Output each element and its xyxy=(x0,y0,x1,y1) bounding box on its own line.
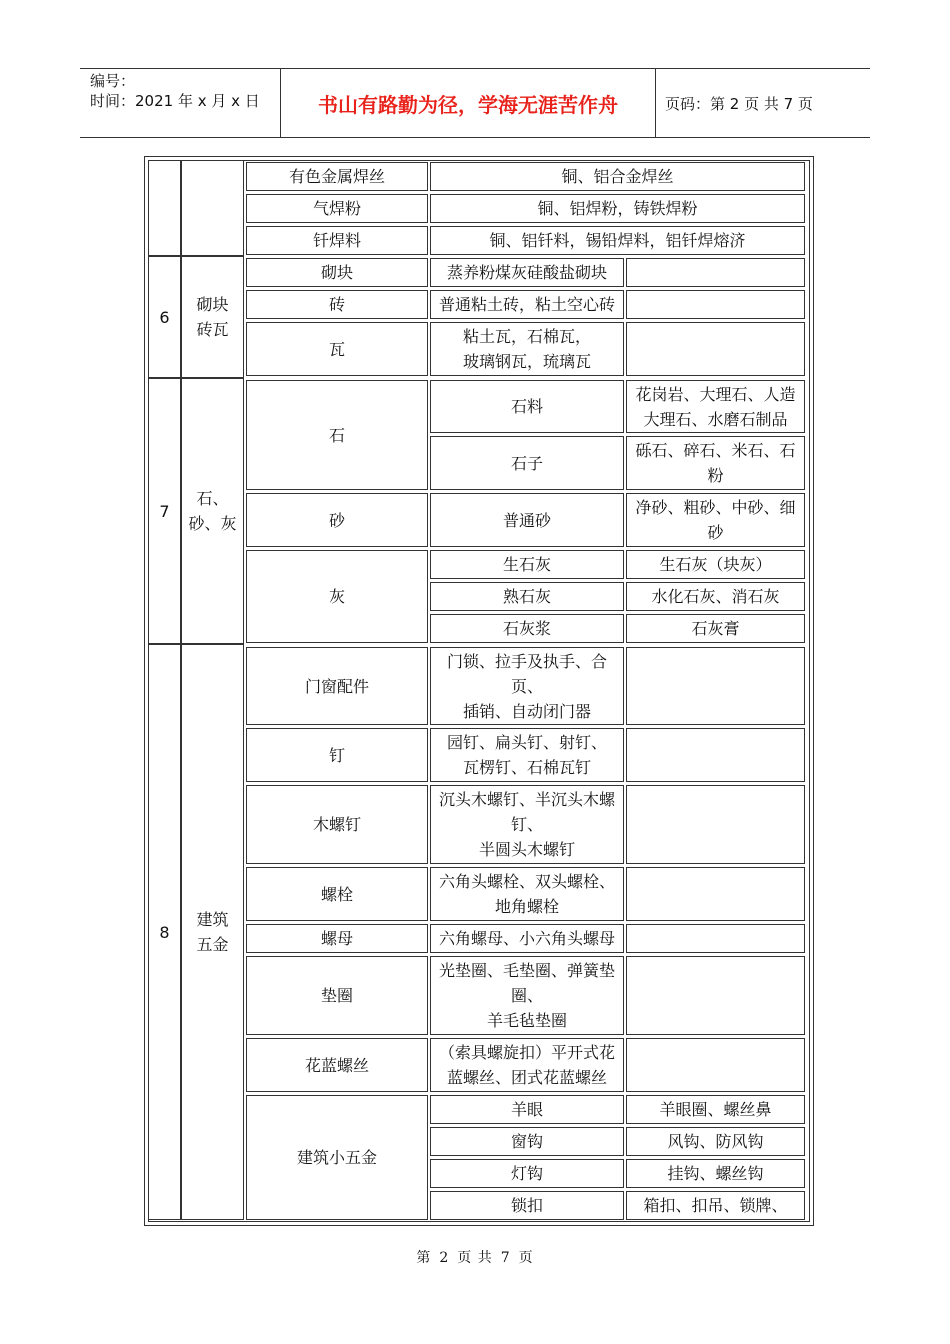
code-label: 编号： xyxy=(90,72,136,90)
item-name: 瓦 xyxy=(246,322,428,376)
footer-page: 2 xyxy=(439,1250,450,1266)
item-desc: （索具螺旋扣）平开式花 蓝螺丝、团式花蓝螺丝 xyxy=(430,1038,624,1092)
page-header xyxy=(80,68,870,138)
sub-name: 熟石灰 xyxy=(430,582,624,611)
item-name: 钎焊料 xyxy=(246,226,428,255)
sub-desc: 砾石、碎石、米石、石 粉 xyxy=(626,436,805,490)
item-desc: 光垫圈、毛垫圈、弹簧垫 圈、 羊毛毡垫圈 xyxy=(430,956,624,1035)
item-name: 灰 xyxy=(246,550,428,643)
sub-desc: 石灰膏 xyxy=(626,614,805,643)
item-extra xyxy=(626,1038,805,1092)
header-divider xyxy=(280,69,281,137)
item-name: 气焊粉 xyxy=(246,194,428,223)
sub-name: 羊眼 xyxy=(430,1095,624,1124)
sub-name: 灯钩 xyxy=(430,1159,624,1188)
sub-name: 窗钩 xyxy=(430,1127,624,1156)
sub-name: 生石灰 xyxy=(430,550,624,579)
item-name: 木螺钉 xyxy=(246,785,428,864)
item-desc: 沉头木螺钉、半沉头木螺 钉、 半圆头木螺钉 xyxy=(430,785,624,864)
item-name: 垫圈 xyxy=(246,956,428,1035)
page-footer xyxy=(0,1247,950,1267)
item-extra xyxy=(626,785,805,864)
item-desc: 蒸养粉煤灰硅酸盐砌块 xyxy=(430,258,624,287)
header-meta xyxy=(90,71,280,111)
footer-total: 7 xyxy=(500,1250,511,1266)
item-name: 砖 xyxy=(246,290,428,319)
item-desc: 六角头螺栓、双头螺栓、 地角螺栓 xyxy=(430,867,624,921)
sub-desc: 挂钩、螺丝钩 xyxy=(626,1159,805,1188)
group-number: 7 xyxy=(148,378,181,644)
item-desc: 粘土瓦，石棉瓦， 玻璃钢瓦，琉璃瓦 xyxy=(430,322,624,376)
group-number: 6 xyxy=(148,256,181,378)
sub-name: 石子 xyxy=(430,436,624,490)
sub-name: 普通砂 xyxy=(430,493,624,547)
item-desc: 铜、铝合金焊丝 xyxy=(430,162,805,191)
sub-desc: 生石灰（块灰） xyxy=(626,550,805,579)
item-extra xyxy=(626,322,805,376)
sub-name: 石料 xyxy=(430,380,624,433)
item-name: 建筑小五金 xyxy=(246,1095,428,1220)
item-name: 钉 xyxy=(246,728,428,782)
sub-desc: 风钩、防风钩 xyxy=(626,1127,805,1156)
sub-name: 锁扣 xyxy=(430,1191,624,1220)
item-desc: 铜、铝焊粉，铸铁焊粉 xyxy=(430,194,805,223)
item-desc: 普通粘土砖，粘土空心砖 xyxy=(430,290,624,319)
header-divider xyxy=(655,69,656,137)
item-name: 石 xyxy=(246,380,428,490)
item-desc: 铜、铝钎料，锡铅焊料，铝钎焊熔济 xyxy=(430,226,805,255)
item-extra xyxy=(626,867,805,921)
item-name: 砂 xyxy=(246,493,428,547)
sub-desc: 水化石灰、消石灰 xyxy=(626,582,805,611)
item-desc: 六角螺母、小六角头螺母 xyxy=(430,924,624,953)
group-category: 石、 砂、灰 xyxy=(181,378,244,644)
sub-desc: 羊眼圈、螺丝鼻 xyxy=(626,1095,805,1124)
item-extra xyxy=(626,924,805,953)
num-cell xyxy=(148,160,181,256)
item-extra xyxy=(626,290,805,319)
item-desc: 门锁、拉手及执手、合 页、 插销、自动闭门器 xyxy=(430,647,624,725)
item-extra xyxy=(626,956,805,1035)
group-number: 8 xyxy=(148,644,181,1220)
sub-name: 石灰浆 xyxy=(430,614,624,643)
footer-mid: 页 共 xyxy=(457,1250,493,1266)
item-extra xyxy=(626,258,805,287)
item-extra xyxy=(626,728,805,782)
sub-desc: 花岗岩、大理石、人造 大理石、水磨石制品 xyxy=(626,380,805,433)
group-category: 建筑 五金 xyxy=(181,644,244,1220)
header-motto: 书山有路勤为径，学海无涯苦作舟 xyxy=(318,92,618,117)
item-name: 螺栓 xyxy=(246,867,428,921)
footer-post: 页 xyxy=(518,1250,534,1266)
header-page-info: 页码：第 2 页 共 7 页 xyxy=(665,94,813,113)
item-extra xyxy=(626,647,805,725)
item-name: 花蓝螺丝 xyxy=(246,1038,428,1092)
item-name: 螺母 xyxy=(246,924,428,953)
footer-pre: 第 xyxy=(416,1250,432,1266)
item-name: 有色金属焊丝 xyxy=(246,162,428,191)
item-name: 门窗配件 xyxy=(246,647,428,725)
item-desc: 园钉、扁头钉、射钉、 瓦楞钉、石棉瓦钉 xyxy=(430,728,624,782)
category-cell xyxy=(181,160,244,256)
time-label: 时间：2021 年 x 月 x 日 xyxy=(90,92,260,110)
sub-desc: 箱扣、扣吊、锁牌、 xyxy=(626,1191,805,1220)
sub-desc: 净砂、粗砂、中砂、细 砂 xyxy=(626,493,805,547)
item-name: 砌块 xyxy=(246,258,428,287)
group-category: 砌块 砖瓦 xyxy=(181,256,244,378)
